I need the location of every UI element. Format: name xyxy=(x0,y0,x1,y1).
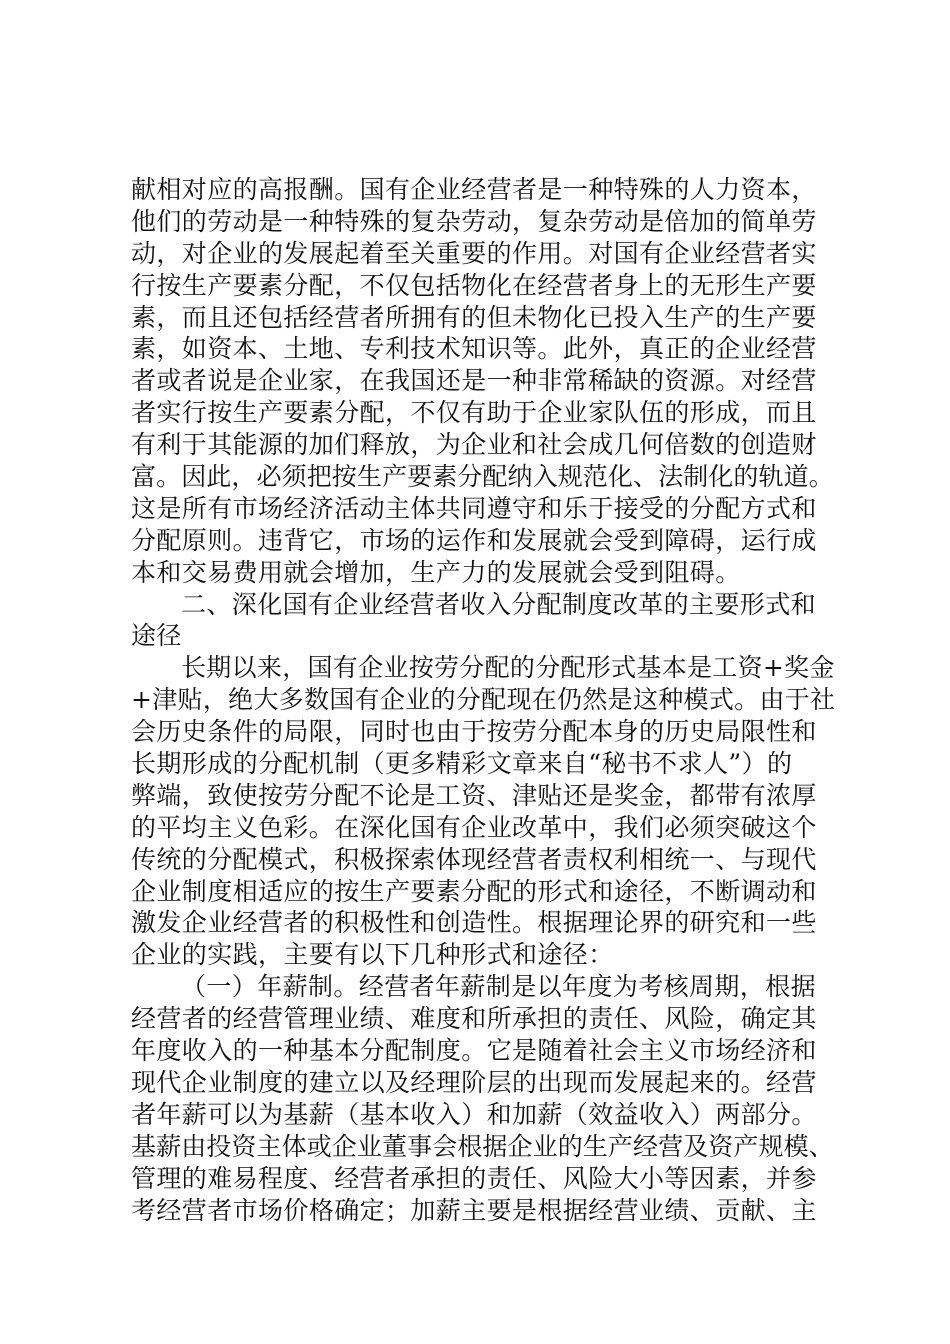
text-line: 本和交易费用就会增加，生产力的发展就会受到阻碍。 xyxy=(131,557,741,587)
text-line: 者实行按生产要素分配，不仅有助于企业家队伍的形成，而且 xyxy=(131,398,817,428)
text-line: 激发企业经营者的积极性和创造性。根据理论界的研究和一些 xyxy=(131,908,817,938)
text-line: 管理的难易程度、经营者承担的责任、风险大小等因素，并参 xyxy=(131,1163,817,1193)
text-line: 这是所有市场经济活动主体共同遵守和乐于接受的分配方式和 xyxy=(131,493,817,523)
text-line: 经营者的经营管理业绩、难度和所承担的责任、风险，确定其 xyxy=(131,1004,817,1034)
text-line: 有利于其能源的加们释放，为企业和社会成几何倍数的创造财 xyxy=(131,430,817,460)
text-line: （一）年薪制。经营者年薪制是以年度为考核周期，根据 xyxy=(181,972,817,1002)
text-line: 长期形成的分配机制（更多精彩文章来自“秘书不求人”）的 xyxy=(131,749,793,779)
text-line: 的平均主义色彩。在深化国有企业改革中，我们必须突破这个 xyxy=(131,812,817,842)
text-line: 者或者说是企业家，在我国还是一种非常稀缺的资源。对经营 xyxy=(131,366,817,396)
text-line: 企业的实践，主要有以下几种形式和途径： xyxy=(131,940,614,970)
text-line: 献相对应的高报酬。国有企业经营者是一种特殊的人力资本， xyxy=(131,175,817,204)
text-line: 素，如资本、土地、专利技术知识等。此外，真正的企业经营 xyxy=(131,334,817,364)
text-line: 富。因此，必须把按生产要素分配纳入规范化、法制化的轨道。 xyxy=(131,462,834,492)
text-line: 会历史条件的局限，同时也由于按劳分配本身的历史局限性和 xyxy=(131,717,817,747)
text-line: 弊端，致使按劳分配不论是工资、津贴还是奖金，都带有浓厚 xyxy=(131,780,817,810)
text-line: 现代企业制度的建立以及经理阶层的出现而发展起来的。经营 xyxy=(131,1067,817,1097)
text-line: 动，对企业的发展起着至关重要的作用。对国有企业经营者实 xyxy=(131,238,817,268)
text-line: 者年薪可以为基薪（基本收入）和加薪（效益收入）两部分。 xyxy=(131,1099,817,1129)
text-line: 素，而且还包括经营者所拥有的但未物化已投入生产的生产要 xyxy=(131,302,817,332)
text-line: 考经营者市场价格确定；加薪主要是根据经营业绩、贡献、主 xyxy=(131,1195,817,1225)
text-line: 途径 xyxy=(131,621,182,651)
text-line: 企业制度相适应的按生产要素分配的形式和途径，不断调动和 xyxy=(131,876,817,906)
text-line: 他们的劳动是一种特殊的复杂劳动，复杂劳动是倍加的简单劳 xyxy=(131,206,817,236)
text-line: +津贴，绝大多数国有企业的分配现在仍然是这种模式。由于社 xyxy=(131,685,836,715)
text-line: 行按生产要素分配，不仅包括物化在经营者身上的无形生产要 xyxy=(131,270,817,300)
text-line: 年度收入的一种基本分配制度。它是随着社会主义市场经济和 xyxy=(131,1036,817,1066)
text-line: 传统的分配模式，积极探索体现经营者责权利相统一、与现代 xyxy=(131,844,817,874)
text-line: 长期以来，国有企业按劳分配的分配形式基本是工资+奖金 xyxy=(181,653,835,683)
body-text xyxy=(131,174,836,1226)
text-line: 基薪由投资主体或企业董事会根据企业的生产经营及资产规模、 xyxy=(131,1131,834,1161)
text-line: 二、深化国有企业经营者收入分配制度改革的主要形式和 xyxy=(181,589,817,619)
text-line: 分配原则。违背它，市场的运作和发展就会受到障碍，运行成 xyxy=(131,525,817,555)
